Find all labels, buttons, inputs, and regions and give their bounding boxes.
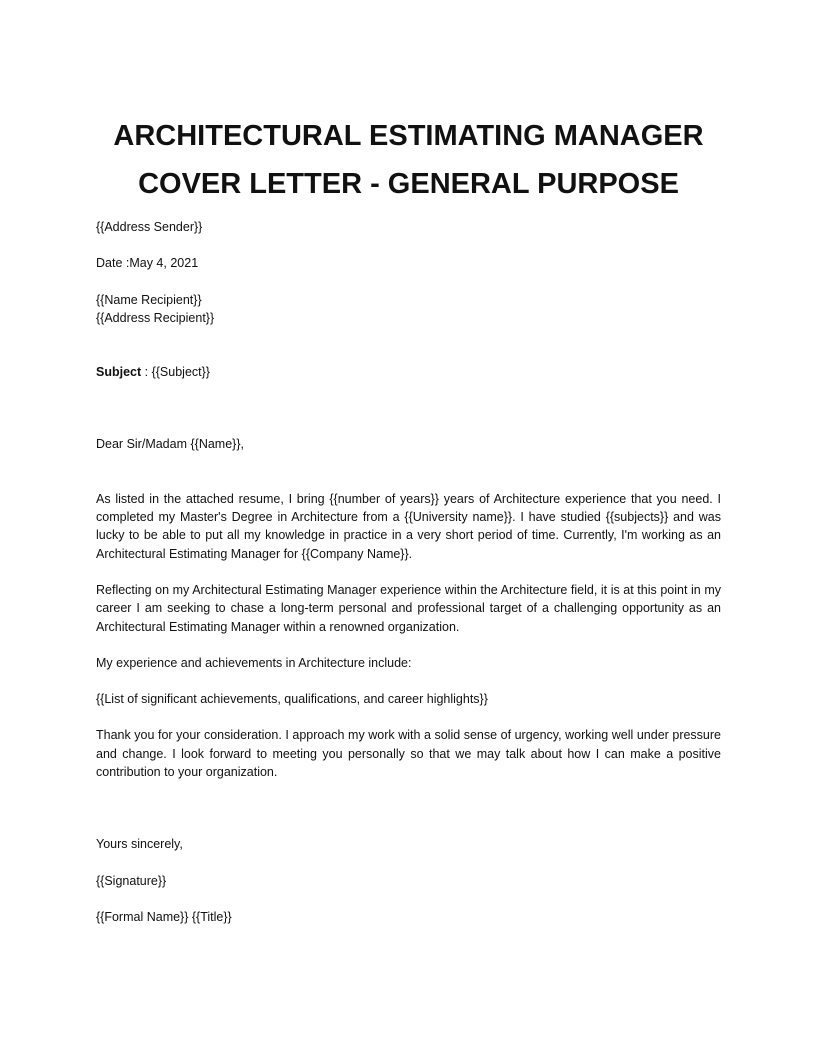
document-title bbox=[56, 112, 761, 208]
paragraph-4: {{List of significant achievements, qualifications, and career highlights}} bbox=[96, 692, 488, 707]
subject-label: Subject bbox=[96, 365, 142, 380]
formal-name: {{Formal Name}} {{Title}} bbox=[96, 909, 232, 924]
title-line-2: COVER LETTER - GENERAL PURPOSE bbox=[138, 168, 679, 200]
title-line-1: ARCHITECTURAL ESTIMATING MANAGER bbox=[113, 120, 704, 152]
paragraph-1: As listed in the attached resume, I bring {{number of years}} years of Architecture experience that you need. I completed my Master's Degree in Architecture from a {{University name}}. I have studied {{subjects}} and was lucky to be able to put all my knowledge in practice in a very short period of time. Currently, I'm working as an Architectural Estimating Manager for {{Company Name}}. bbox=[96, 491, 721, 561]
closing: Yours sincerely, bbox=[96, 837, 183, 852]
address-recipient: {{Address Recipient}} bbox=[96, 310, 215, 325]
subject-line bbox=[96, 363, 721, 381]
subject-value: : {{Subject}} bbox=[141, 365, 210, 380]
paragraph-3: My experience and achievements in Architecture include: bbox=[96, 655, 412, 670]
signature: {{Signature}} bbox=[96, 873, 167, 888]
letter-date: Date :May 4, 2021 bbox=[96, 256, 199, 271]
salutation: Dear Sir/Madam {{Name}}, bbox=[96, 437, 244, 452]
name-recipient: {{Name Recipient}} bbox=[96, 292, 202, 307]
letter-page bbox=[96, 112, 721, 926]
paragraph-2: Reflecting on my Architectural Estimating Manager experience within the Architecture field, it is at this point in my career I am seeking to chase a long-term personal and professional target of a challenging opportunity as an Architectural Estimating Manager within a renowned organization. bbox=[96, 582, 721, 634]
address-sender: {{Address Sender}} bbox=[96, 220, 203, 234]
paragraph-5: Thank you for your consideration. I approach my work with a solid sense of urgency, working well under pressure and change. I look forward to meeting you personally so that we may talk about how I can make a positive contribution to your organization. bbox=[96, 728, 721, 780]
